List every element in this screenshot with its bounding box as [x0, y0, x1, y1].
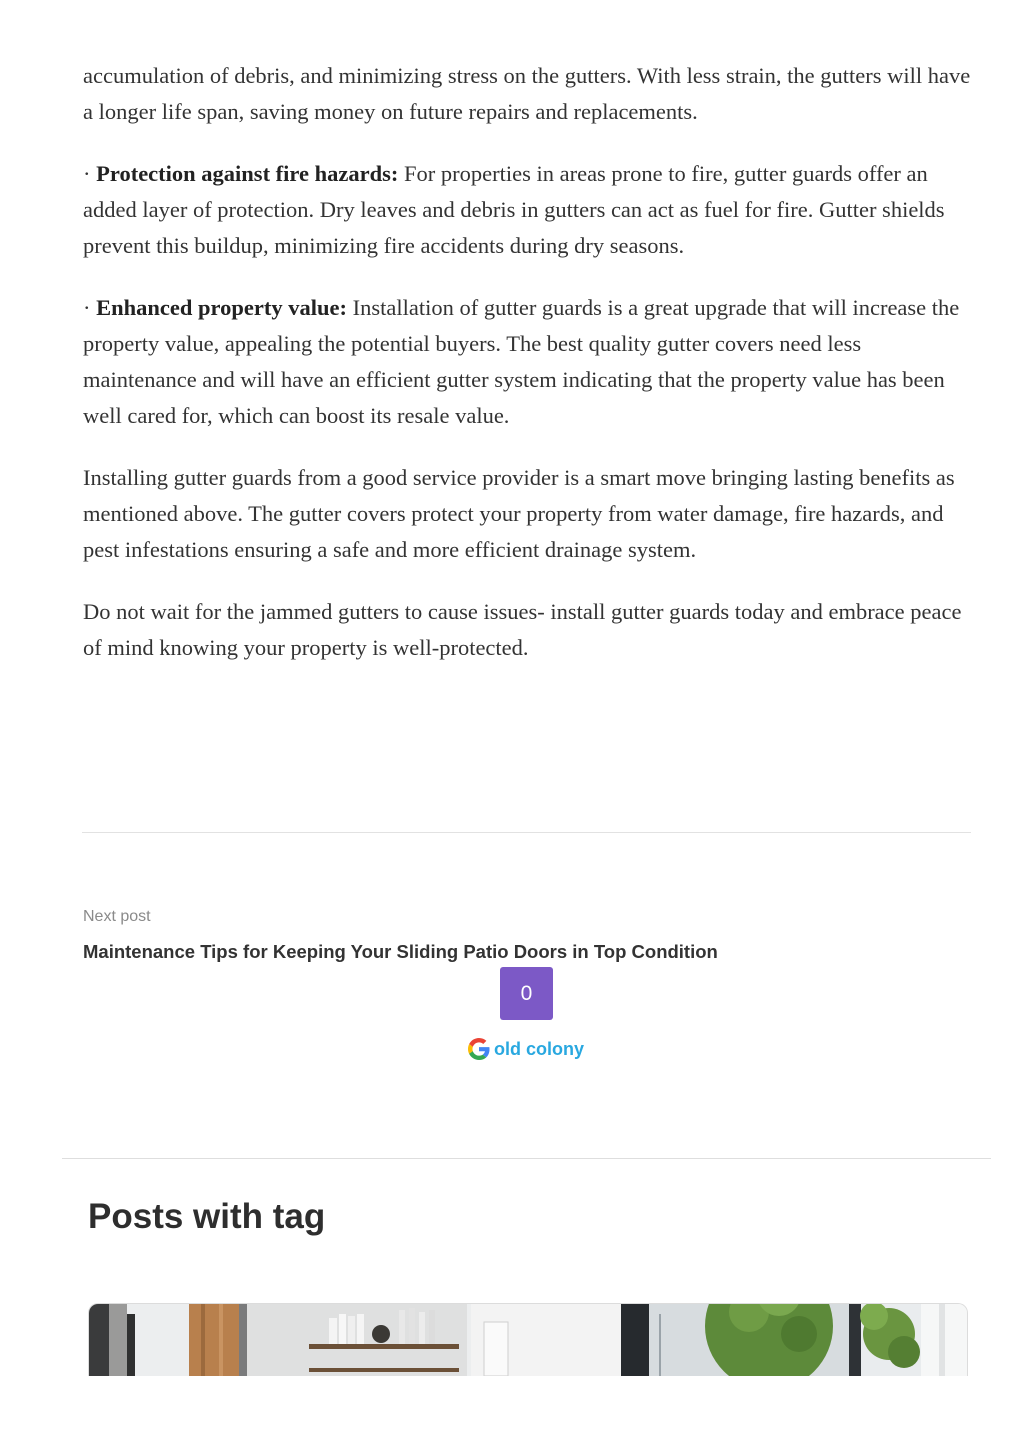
article-paragraph: Installing gutter guards from a good service provider is a smart move bringing lasting benefits as mentioned above. The gutter covers protect your property from water damage, fire hazards, and pest infestations ensuring a safe and more efficient drainage system. [83, 465, 955, 562]
bullet-text: For properties in areas prone to fire, gutter guards offer an added layer of protection. Dry leaves and debris in gutters can act as fuel for fire. Gutter shields prevent this buildup, minimizing fire accidents during dry seasons. [83, 161, 945, 258]
engagement-count-badge[interactable]: 0 [500, 967, 553, 1020]
source-link[interactable] [468, 1037, 584, 1061]
related-posts-heading: Posts with tag [88, 1197, 326, 1236]
bullet-heading: Enhanced property value: [96, 295, 347, 320]
source-name: old colony [494, 1038, 584, 1059]
bullet-heading: Protection against fire hazards: [96, 161, 399, 186]
article-paragraph: accumulation of debris, and minimizing stress on the gutters. With less strain, the gutters will have a longer life span, saving money on future repairs and replacements. [83, 63, 971, 124]
bullet-fire-hazards [83, 156, 973, 264]
related-post-card[interactable] [88, 1303, 968, 1376]
next-post-link[interactable]: Maintenance Tips for Keeping Your Sliding Patio Doors in Top Condition [83, 941, 718, 962]
bullet-property-value [83, 290, 973, 434]
related-post-image [89, 1304, 967, 1376]
section-divider [62, 1158, 991, 1159]
google-g-icon [468, 1038, 490, 1060]
bullet-marker: · [83, 161, 91, 186]
content-divider [82, 832, 971, 833]
article-body [83, 58, 973, 692]
article-paragraph: Do not wait for the jammed gutters to cause issues- install gutter guards today and embrace peace of mind knowing your property is well-protected. [83, 599, 962, 660]
next-post-label: Next post [83, 908, 151, 925]
bullet-marker: · [83, 295, 91, 320]
bullet-text: Installation of gutter guards is a great upgrade that will increase the property value, appealing the potential buyers. The best quality gutter covers need less maintenance and will have an efficient gutter system indicating that the property value has been well cared for, which can boost its resale value. [83, 295, 960, 428]
